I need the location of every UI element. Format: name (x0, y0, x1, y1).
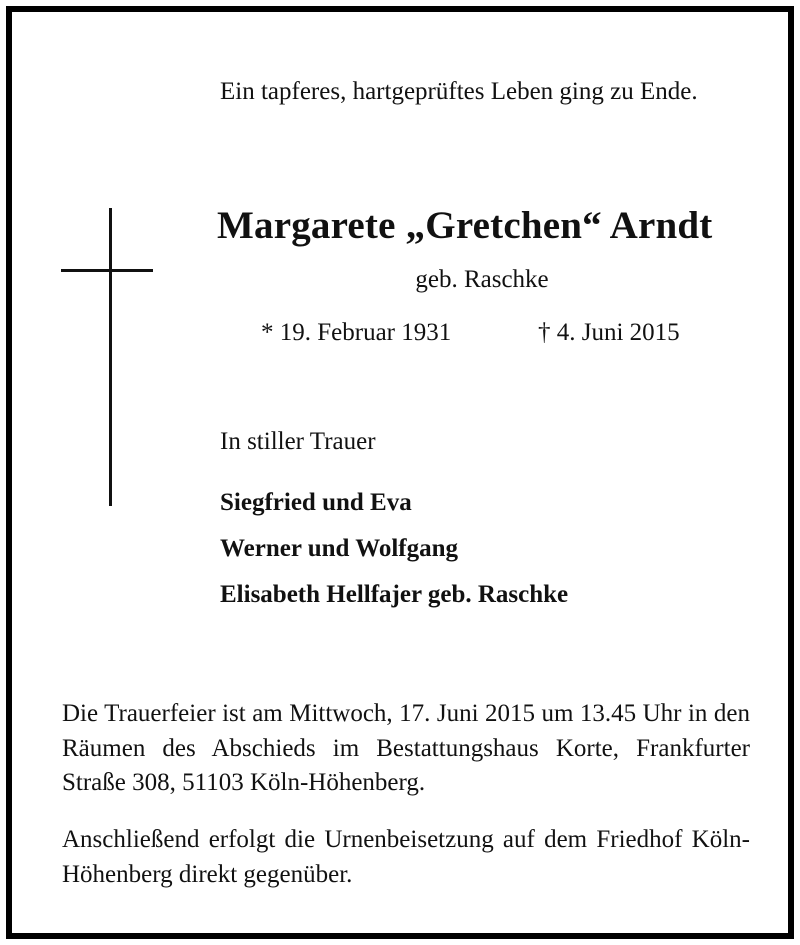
cross-vertical-beam (109, 208, 112, 506)
maiden-name-row (12, 266, 800, 294)
deceased-name: Margarete „Gretchen“ Arndt (217, 204, 713, 247)
birth-date: * 19. Februar 1931 (261, 319, 452, 346)
death-date: † 4. Juni 2015 (538, 319, 680, 346)
obituary-notice-frame (6, 6, 794, 939)
motto-text: Ein tapferes, hartgeprüftes Leben ging zu Ende. (220, 78, 698, 105)
mourner-name: Elisabeth Hellfajer geb. Raschke (220, 581, 569, 608)
mourning-phrase: In stiller Trauer (220, 428, 376, 455)
funeral-service-info: Die Trauerfeier ist am Mittwoch, 17. Juni 2015 um 13.45 Uhr in den Räumen des Abschieds im Bestattungshaus Korte, Frankfurter Straße 308, 51103 Köln-Höhenberg. (62, 700, 750, 796)
mourner-name: Siegfried und Eva (220, 489, 412, 516)
maiden-name: geb. Raschke (415, 266, 549, 293)
mourner-name: Werner und Wolfgang (220, 535, 459, 562)
burial-info: Anschließend erfolgt die Urnenbeisetzung auf dem Friedhof Köln-Höhenberg direkt gegenüber. (62, 826, 750, 888)
mourners-list (220, 480, 568, 618)
